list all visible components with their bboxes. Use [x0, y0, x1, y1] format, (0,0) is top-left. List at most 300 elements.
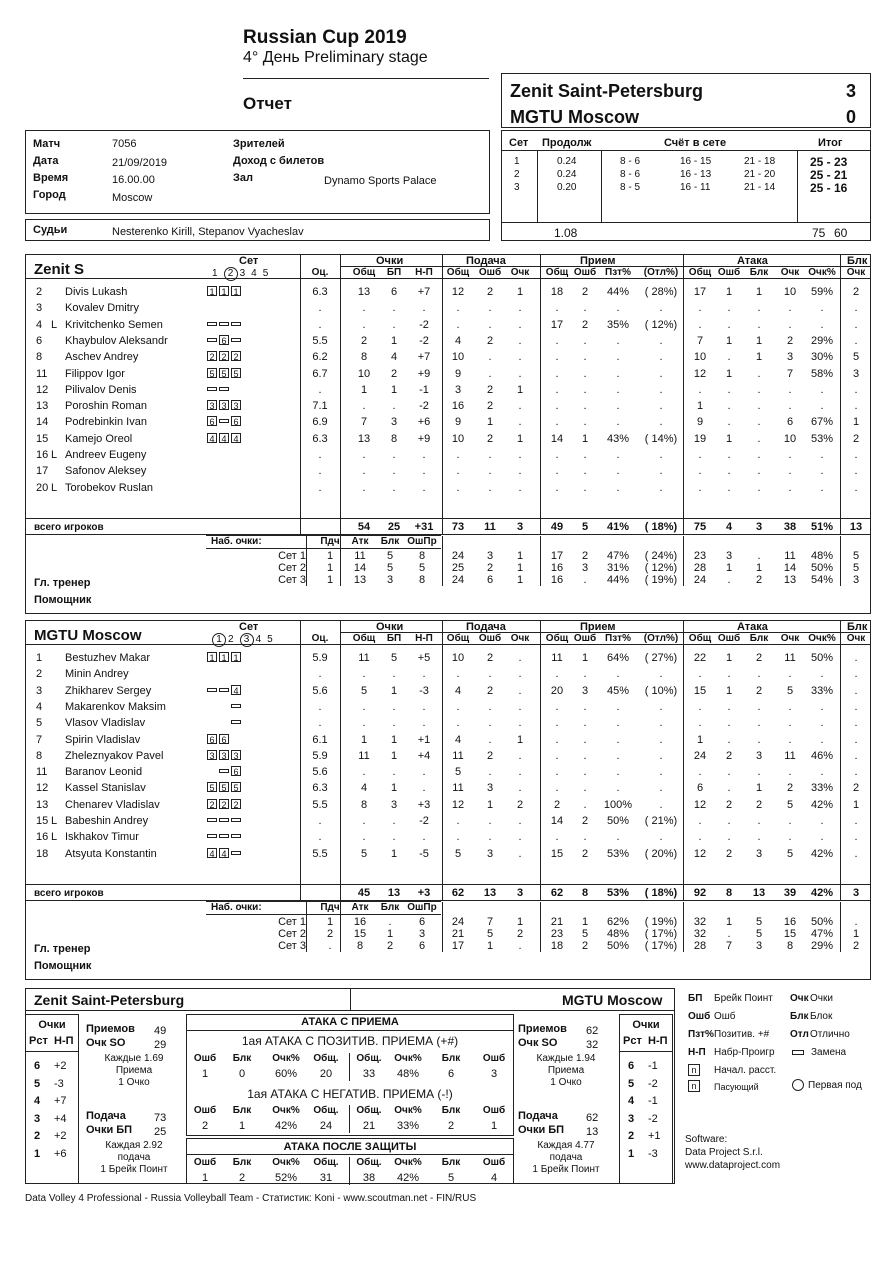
player-number: 15 — [36, 432, 49, 445]
stat-cell: . — [488, 733, 492, 746]
attack-col-header: Общ. — [356, 1105, 382, 1116]
stat-cell: . — [727, 351, 731, 364]
reception-word: Приема — [547, 1065, 585, 1076]
stat-cell: . — [698, 465, 702, 478]
stat-cell: 12 — [693, 798, 707, 811]
attack-col-header: Общ. — [356, 1053, 382, 1064]
set-number: 3 — [514, 182, 520, 193]
stat-cell: . — [555, 766, 559, 779]
stat-cell: 6.3 — [312, 782, 328, 795]
total-points-b: 60 — [834, 226, 848, 240]
stat-cell: . — [757, 831, 761, 844]
match-label: Матч — [33, 138, 61, 150]
stat-cell: 6.2 — [312, 351, 328, 364]
libero-mark: L — [51, 481, 58, 494]
stat-cell: . — [854, 717, 858, 730]
reception-group-header: Прием — [580, 255, 616, 267]
attack-value: 60% — [274, 1068, 298, 1080]
stat-cell: . — [698, 302, 702, 315]
player-number: 7 — [36, 733, 43, 746]
stat-cell: . — [757, 465, 761, 478]
stat-cell: 11 — [784, 749, 796, 762]
set-sub-cell: 1 — [326, 562, 334, 574]
player-name: Zhikharev Sergey — [65, 684, 152, 697]
stat-cell: . — [555, 334, 559, 347]
player-rotation — [207, 685, 243, 698]
set-stat-cell: ( 24%) — [644, 550, 678, 562]
stat-cell: . — [788, 733, 792, 746]
so-points-value: 32 — [586, 1039, 599, 1051]
stat-cell: . — [820, 717, 824, 730]
legend-key: Н-П — [688, 1047, 706, 1058]
starting-lineup-label: Начал. расст. — [714, 1065, 777, 1076]
stat-cell: . — [583, 749, 587, 762]
column-header: Ошб — [478, 267, 502, 278]
stat-cell: ( 14%) — [644, 432, 678, 445]
stat-cell: . — [788, 766, 792, 779]
attack-value: 52% — [274, 1172, 298, 1184]
set-stat-cell: 47% — [606, 550, 630, 562]
stat-cell: 2 — [581, 815, 589, 827]
rotation-box: 1 — [231, 652, 241, 662]
stat-cell: . — [583, 367, 587, 380]
stat-cell: . — [488, 465, 492, 478]
stat-cell: 15 — [693, 684, 707, 697]
total-cell: 38 — [783, 521, 797, 533]
stat-cell: 1 — [755, 334, 763, 347]
player-rotation — [207, 831, 243, 844]
stat-cell: . — [727, 717, 731, 730]
every-serve: Каждая 2.92 — [105, 1140, 163, 1151]
set-partial-3: 21 - 20 — [744, 169, 776, 180]
stat-cell: 5 — [454, 847, 462, 860]
set-stat-cell: 6 — [486, 574, 494, 586]
stat-cell: 10 — [451, 351, 465, 364]
column-header: БП — [386, 267, 402, 278]
stat-cell: . — [555, 449, 559, 461]
stat-cell: 3 — [390, 798, 398, 811]
set-numbers — [212, 267, 274, 281]
column-header: Оц. — [311, 633, 329, 644]
stat-cell: . — [583, 798, 587, 811]
stat-cell: . — [854, 481, 858, 494]
attack-col-header: Ошб — [482, 1053, 506, 1064]
stat-cell: . — [456, 700, 460, 713]
column-header: Ошб — [717, 267, 741, 278]
total-cell: 11 — [484, 521, 496, 533]
set-stat-cell: 29% — [810, 940, 834, 952]
hall-name: Dynamo Sports Palace — [324, 175, 437, 187]
stat-cell: . — [583, 465, 587, 478]
stat-cell: . — [555, 302, 559, 315]
rotation-box: 3 — [207, 750, 217, 760]
report-title: Отчет — [243, 94, 292, 113]
total-cell: 5 — [581, 521, 589, 533]
stat-cell: . — [659, 367, 663, 380]
set-stat-cell: 32 — [693, 928, 707, 940]
stat-cell: . — [788, 302, 792, 315]
stat-cell: . — [854, 684, 858, 697]
stat-cell: 2 — [852, 432, 860, 445]
rotation-number: 3 — [34, 1112, 41, 1125]
set-number-3: 3 — [240, 633, 254, 647]
divider — [186, 1154, 514, 1155]
stat-cell: . — [854, 733, 858, 746]
stat-cell: . — [488, 766, 492, 779]
stat-cell: . — [422, 481, 426, 494]
stat-cell: . — [854, 831, 858, 844]
stat-cell: 50% — [606, 815, 630, 827]
stat-cell: . — [659, 749, 663, 762]
stat-cell: 11 — [358, 749, 370, 762]
attack-col-header: Очк% — [272, 1053, 300, 1064]
set-stat-cell: 44% — [606, 574, 630, 586]
divider — [540, 536, 541, 586]
stat-cell: . — [757, 416, 761, 429]
stat-cell: . — [583, 831, 587, 844]
legend-key: Очк — [790, 993, 809, 1004]
rst-label: Рст — [29, 1035, 48, 1047]
column-header: Ошб — [478, 633, 502, 644]
column-header: Очк — [846, 267, 866, 278]
sub-column-header: ОшПр — [407, 536, 437, 547]
stat-cell: 53% — [810, 432, 834, 445]
libero-mark: L — [51, 831, 58, 844]
set-label: Сет 2 — [278, 928, 306, 940]
stat-cell: 2 — [486, 749, 494, 762]
stat-cell: . — [727, 700, 731, 713]
stat-cell: 2 — [486, 432, 494, 445]
stat-cell: . — [820, 400, 824, 413]
stat-cell: . — [318, 831, 322, 844]
stat-cell: . — [555, 400, 559, 413]
set-stat-cell: 3 — [581, 562, 589, 574]
set-number-2: 2 — [224, 267, 238, 281]
stat-cell: 5.9 — [312, 749, 328, 762]
stat-cell: 43% — [606, 432, 630, 445]
stat-cell: 9 — [454, 416, 462, 429]
stat-cell: . — [727, 416, 731, 429]
set-stat-cell: 1 — [516, 550, 524, 562]
stat-cell: . — [518, 782, 522, 795]
set-stat-cell: 24 — [451, 574, 465, 586]
stat-cell: 4 — [454, 334, 462, 347]
rotation-box — [219, 387, 229, 391]
stat-cell: . — [422, 700, 426, 713]
stat-cell: . — [659, 465, 663, 478]
np-label: Н-П — [54, 1035, 74, 1047]
stat-cell: 2 — [486, 334, 494, 347]
stat-cell: . — [820, 449, 824, 461]
points-title: Очки — [38, 1019, 66, 1031]
date-label: Дата — [33, 155, 59, 167]
stat-cell: . — [820, 766, 824, 779]
stat-cell: 46% — [810, 749, 834, 762]
set-stat-cell: 16 — [783, 916, 797, 928]
rotation-box: 1 — [207, 286, 217, 296]
stat-cell: . — [616, 749, 620, 762]
divider — [206, 914, 441, 915]
stat-cell: 4 — [390, 351, 398, 364]
stat-cell: 5.9 — [312, 652, 328, 664]
set-stat-cell: 16 — [550, 574, 564, 586]
set-result: 25 - 23 — [810, 155, 848, 169]
stat-cell: 1 — [516, 733, 524, 746]
stat-cell: . — [518, 465, 522, 478]
divider — [840, 902, 841, 952]
team-b-name: MGTU Moscow — [510, 107, 639, 127]
total-cell: 13 — [849, 521, 863, 533]
stat-cell: . — [757, 481, 761, 494]
stat-cell: . — [757, 302, 761, 315]
player-rotation — [207, 351, 243, 364]
stat-cell: ( 20%) — [644, 847, 678, 860]
set-stat-cell: ( 19%) — [644, 574, 678, 586]
hall-label: Зал — [233, 172, 253, 184]
set-sub-cell: 1 — [326, 550, 334, 562]
stat-cell: . — [659, 700, 663, 713]
divider — [349, 1105, 350, 1133]
player-number: 8 — [36, 749, 43, 762]
stat-cell: . — [518, 302, 522, 315]
stat-cell: 3 — [390, 416, 398, 429]
stat-cell: 2 — [725, 798, 733, 811]
stat-cell: . — [318, 465, 322, 478]
result-col-header: Итог — [818, 137, 843, 149]
set-sub-cell: 14 — [353, 562, 367, 574]
serve-label: Подача — [86, 1110, 126, 1122]
stat-cell: ( 12%) — [644, 318, 678, 331]
column-header: (Отл%) — [643, 267, 679, 278]
rotation-box: 4 — [207, 433, 217, 443]
assistant-label: Помощник — [34, 594, 92, 606]
stat-cell: . — [616, 465, 620, 478]
attack-value: 2 — [201, 1120, 209, 1132]
stat-cell: . — [820, 700, 824, 713]
total-cell: 39 — [783, 887, 797, 899]
receptions-value: 62 — [586, 1025, 599, 1037]
stat-cell: . — [788, 831, 792, 844]
player-name: Torobekov Ruslan — [65, 481, 154, 494]
stat-cell: 2 — [486, 286, 494, 298]
stat-cell: 6 — [786, 416, 794, 429]
so-points-label: Очк SO — [518, 1037, 558, 1049]
rotation-box — [207, 322, 217, 326]
set-numbers — [212, 633, 279, 647]
player-number: 18 — [36, 847, 49, 860]
rotation-value: -1 — [648, 1095, 658, 1107]
stat-cell: . — [788, 700, 792, 713]
stat-cell: 2 — [755, 684, 763, 697]
player-rotation — [207, 750, 243, 763]
stat-cell: 2 — [486, 400, 494, 413]
team-points-label: Наб. очки: — [211, 536, 262, 547]
stat-cell: 2 — [755, 652, 763, 664]
stat-cell: 5 — [390, 652, 398, 664]
coach-label: Гл. тренер — [34, 577, 91, 589]
player-number: 13 — [36, 798, 49, 811]
divider — [206, 548, 441, 549]
stat-cell: . — [616, 481, 620, 494]
summary-team-a: Zenit Saint-Petersburg — [34, 992, 185, 1008]
stat-cell: +9 — [417, 367, 431, 380]
attack-value: 42% — [274, 1120, 298, 1132]
duration-col-header: Продолж — [542, 137, 592, 149]
stat-cell: . — [659, 831, 663, 844]
attack-col-header: Блк — [232, 1157, 252, 1168]
stat-cell: -2 — [419, 334, 429, 347]
rotation-value: +6 — [54, 1147, 67, 1160]
serve-value: 62 — [586, 1112, 599, 1124]
set-partial-1: 8 - 6 — [620, 169, 641, 180]
total-points-a: 75 — [812, 226, 826, 240]
player-name: Chenarev Vladislav — [65, 798, 160, 811]
stat-cell: . — [318, 449, 322, 461]
set-stat-cell: . — [757, 550, 761, 562]
player-number: 15 — [36, 815, 49, 827]
set-stat-cell: 1 — [581, 916, 589, 928]
set-stat-cell: 25 — [451, 562, 465, 574]
set-stat-cell: 23 — [693, 550, 707, 562]
stat-cell: . — [616, 334, 620, 347]
set-duration: 0.24 — [557, 169, 577, 180]
attack-value: 2 — [238, 1172, 246, 1184]
set-stat-cell: 24 — [693, 574, 707, 586]
stat-cell: 3 — [486, 847, 494, 860]
column-header: Общ — [545, 633, 569, 644]
player-name: Babeshin Andrey — [65, 815, 149, 827]
rotation-box: 1 — [231, 286, 241, 296]
substitution-legend-icon — [792, 1050, 804, 1055]
stat-cell: 11 — [551, 652, 563, 664]
sub-column-header: Пдч — [320, 536, 340, 547]
stat-cell: -2 — [419, 318, 429, 331]
time-label: Время — [33, 172, 69, 184]
player-name: Makarenkov Maksim — [65, 700, 166, 713]
stat-cell: +6 — [417, 416, 431, 429]
set-stat-cell: 5 — [852, 550, 860, 562]
stat-cell: . — [757, 766, 761, 779]
stat-cell: 59% — [810, 286, 834, 298]
rotation-box — [207, 834, 217, 838]
set-partial-2: 16 - 15 — [680, 156, 712, 167]
stat-cell: . — [788, 815, 792, 827]
set-sub-cell: . — [328, 940, 332, 952]
stat-cell: 6.3 — [312, 286, 328, 298]
match-time: 16.00.00 — [112, 174, 155, 186]
sub-column-header: Блк — [380, 536, 400, 547]
stat-cell: 67% — [810, 416, 834, 429]
stat-cell: . — [518, 400, 522, 413]
set-stat-cell: 3 — [755, 940, 763, 952]
set-stat-cell: 31% — [606, 562, 630, 574]
total-cell: +31 — [414, 521, 434, 533]
set-stat-cell: 1 — [852, 928, 860, 940]
set-stat-cell: 62% — [606, 916, 630, 928]
column-header: Общ — [688, 633, 712, 644]
stat-cell: . — [518, 766, 522, 779]
divider — [306, 536, 307, 586]
set-header: Сет — [239, 255, 259, 267]
rotation-box — [207, 688, 217, 692]
stat-cell: +4 — [417, 749, 431, 762]
set-score-col-header: Счёт в сете — [664, 137, 727, 149]
total-cell: 13 — [387, 887, 401, 899]
block-group-header: Блк — [847, 255, 868, 267]
attack-col-header: Ошб — [482, 1105, 506, 1116]
total-cell: 25 — [387, 521, 401, 533]
stat-cell: 16 — [451, 400, 465, 413]
divider — [683, 536, 684, 586]
set-stat-cell: 5 — [581, 928, 589, 940]
set-stat-cell: 23 — [550, 928, 564, 940]
stat-cell: . — [318, 668, 322, 681]
stat-cell: . — [698, 717, 702, 730]
attack-col-header: Общ. — [313, 1157, 339, 1168]
stat-cell: +7 — [417, 286, 431, 298]
set-stat-cell: 5 — [755, 928, 763, 940]
stat-cell: 2 — [581, 318, 589, 331]
stat-cell: . — [727, 831, 731, 844]
negative-attack-title: 1ая АТАКА С НЕГАТИВ. ПРИЕМА (-!) — [247, 1087, 453, 1101]
stat-cell: 2 — [486, 383, 494, 396]
stat-cell: 5.5 — [312, 847, 328, 860]
rotation-box: 5 — [219, 782, 229, 792]
attack-value: 24 — [319, 1120, 333, 1132]
stat-cell: . — [555, 481, 559, 494]
stat-cell: . — [362, 302, 366, 315]
rotation-value: +7 — [54, 1095, 67, 1107]
set-stat-cell: 54% — [810, 574, 834, 586]
stat-cell: 5 — [360, 847, 368, 860]
player-name: Atsyuta Konstantin — [65, 847, 157, 860]
attack-defense-title: АТАКА ПОСЛЕ ЗАЩИТЫ — [283, 1141, 417, 1153]
stat-cell: 1 — [390, 782, 398, 795]
set-stat-cell: 14 — [783, 562, 797, 574]
stat-cell: . — [616, 717, 620, 730]
set-stat-cell: 2 — [516, 928, 524, 940]
attack-col-header: Очк% — [394, 1053, 422, 1064]
rotation-number: 4 — [34, 1095, 41, 1107]
total-cell: 13 — [752, 887, 766, 899]
stat-cell: 7 — [696, 334, 704, 347]
divider — [349, 1157, 350, 1185]
stat-cell: 2 — [390, 367, 398, 380]
stat-cell: . — [422, 302, 426, 315]
stat-cell: . — [392, 831, 396, 844]
stat-cell: . — [518, 668, 522, 681]
player-number: 20 — [36, 481, 49, 494]
player-name: Safonov Aleksey — [65, 465, 147, 478]
rotation-box: 3 — [231, 750, 241, 760]
setter-label: Пасующий — [714, 1082, 759, 1092]
stat-cell: . — [854, 749, 858, 762]
player-rotation — [207, 717, 243, 730]
rotation-box: 1 — [219, 652, 229, 662]
total-players-label: всего игроков — [34, 522, 104, 533]
stat-cell: . — [456, 302, 460, 315]
divider — [306, 902, 307, 952]
rotation-number: 5 — [628, 1077, 635, 1090]
stat-cell: . — [659, 766, 663, 779]
divider — [840, 536, 841, 586]
receptions-label: Приемов — [518, 1023, 567, 1035]
attack-group-header: Атака — [737, 255, 768, 267]
stat-cell: 1 — [360, 383, 368, 396]
rotation-box: 4 — [219, 848, 229, 858]
stat-cell: . — [727, 383, 731, 396]
set-sub-cell: 8 — [356, 940, 364, 952]
